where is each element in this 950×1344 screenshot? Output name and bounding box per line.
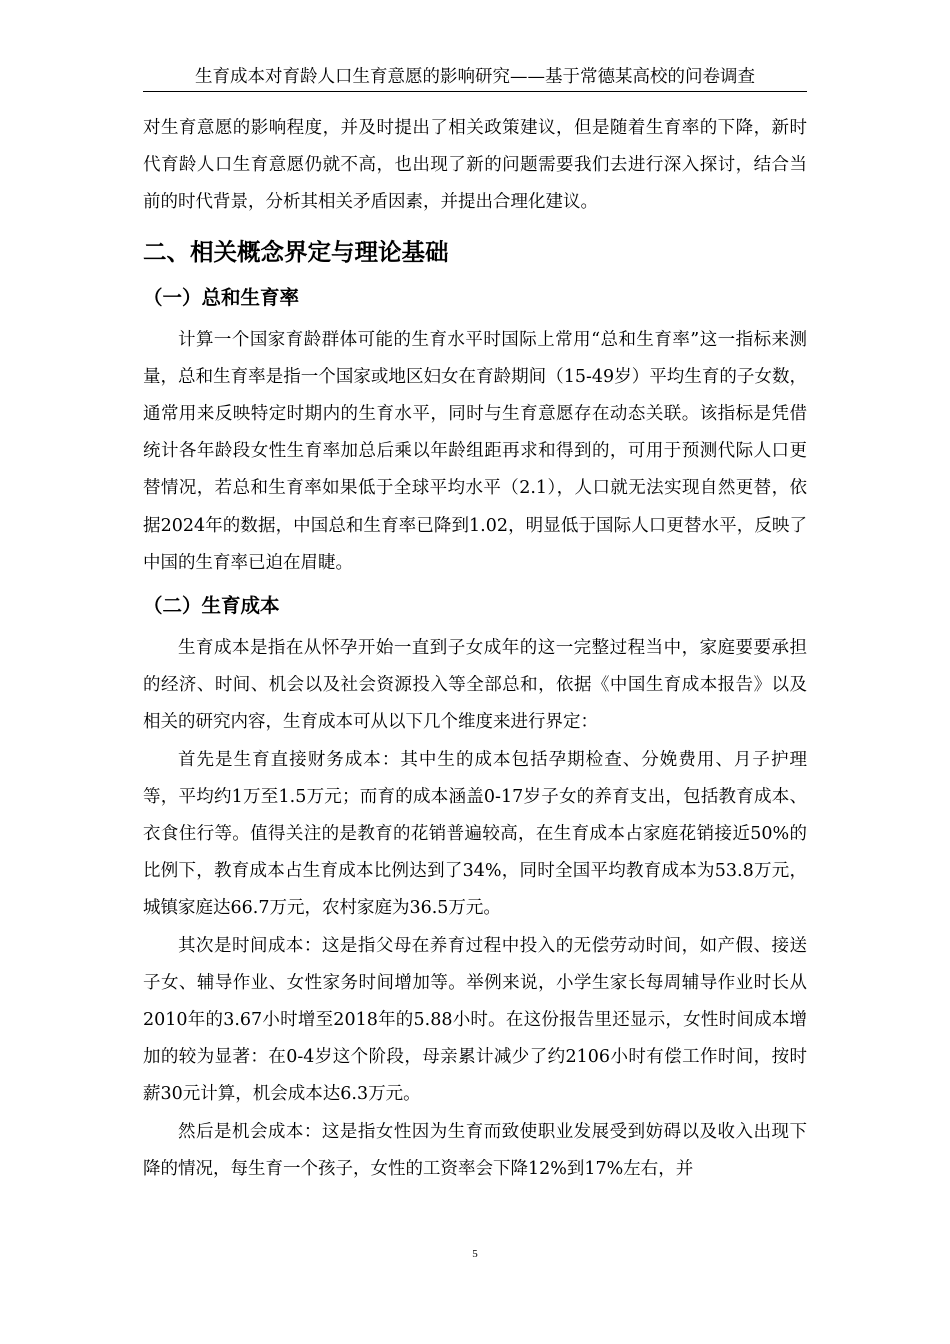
page-number: 5 [472,1248,478,1260]
paragraph-time-cost: 其次是时间成本：这是指父母在养育过程中投入的无偿劳动时间，如产假、接送子女、辅导作业、女性家务时间增加等。举例来说，小学生家长每周辅导作业时长从2010年的3.67小时增至2018年的5.88小时。在这份报告里还显示，女性时间成本增加的较为显著：在0-4岁这个阶段，母亲累计减少了约2106小时有偿工作时间，按时薪30元计算，机会成本达6.3万元。 [143,935,807,1105]
paragraph-tfr-definition: 计算一个国家育龄群体可能的生育水平时国际上常用“总和生育率”这一指标来测量，总和生育率是指一个国家或地区妇女在育龄期间（15-49岁）平均生育的子女数，通常用来反映特定时期内的生育水平，同时与生育意愿存在动态关联。该指标是凭借统计各年龄段女性生育率加总后乘以年龄组距再求和得到的，可用于预测代际人口更替情况，若总和生育率如果低于全球平均水平（2.1），人口就无法实现自然更替，依据2024年的数据，中国总和生育率已降到1.02，明显低于国际人口更替水平，反映了中国的生育率已迫在眉睫。 [143,329,807,573]
running-header: 生育成本对育龄人口生育意愿的影响研究——基于常德某高校的问卷调查 [195,67,755,87]
section-heading: 二、相关概念界定与理论基础 [143,237,449,266]
intro-paragraph: 对生育意愿的影响程度，并及时提出了相关政策建议，但是随着生育率的下降，新时代育龄人口生育意愿仍就不高，也出现了新的问题需要我们去进行深入探讨，结合当前的时代背景，分析其相关矛盾因素，并提出合理化建议。 [143,118,807,213]
paragraph-opportunity-cost: 然后是机会成本：这是指女性因为生育而致使职业发展受到妨碍以及收入出现下降的情况，每生育一个孩子，女性的工资率会下降12%到17%左右，并 [143,1121,807,1179]
subsection-heading-birth-cost: （二）生育成本 [143,594,280,618]
page-body [143,110,807,1188]
paragraph-birth-cost-definition: 生育成本是指在从怀孕开始一直到子女成年的这一完整过程当中，家庭要要承担的经济、时间、机会以及社会资源投入等全部总和，依据《中国生育成本报告》以及相关的研究内容，生育成本可从以下几个维度来进行界定： [143,638,807,733]
header-divider [143,91,807,92]
paragraph-direct-financial-cost: 首先是生育直接财务成本：其中生的成本包括孕期检查、分娩费用、月子护理等，平均约1万至1.5万元；而育的成本涵盖0-17岁子女的养育支出，包括教育成本、衣食住行等。值得关注的是教育的花销普遍较高，在生育成本占家庭花销接近50%的比例下，教育成本占生育成本比例达到了34%，同时全国平均教育成本为53.8万元，城镇家庭达66.7万元，农村家庭为36.5万元。 [143,749,807,919]
subsection-heading-tfr: （一）总和生育率 [143,285,300,309]
